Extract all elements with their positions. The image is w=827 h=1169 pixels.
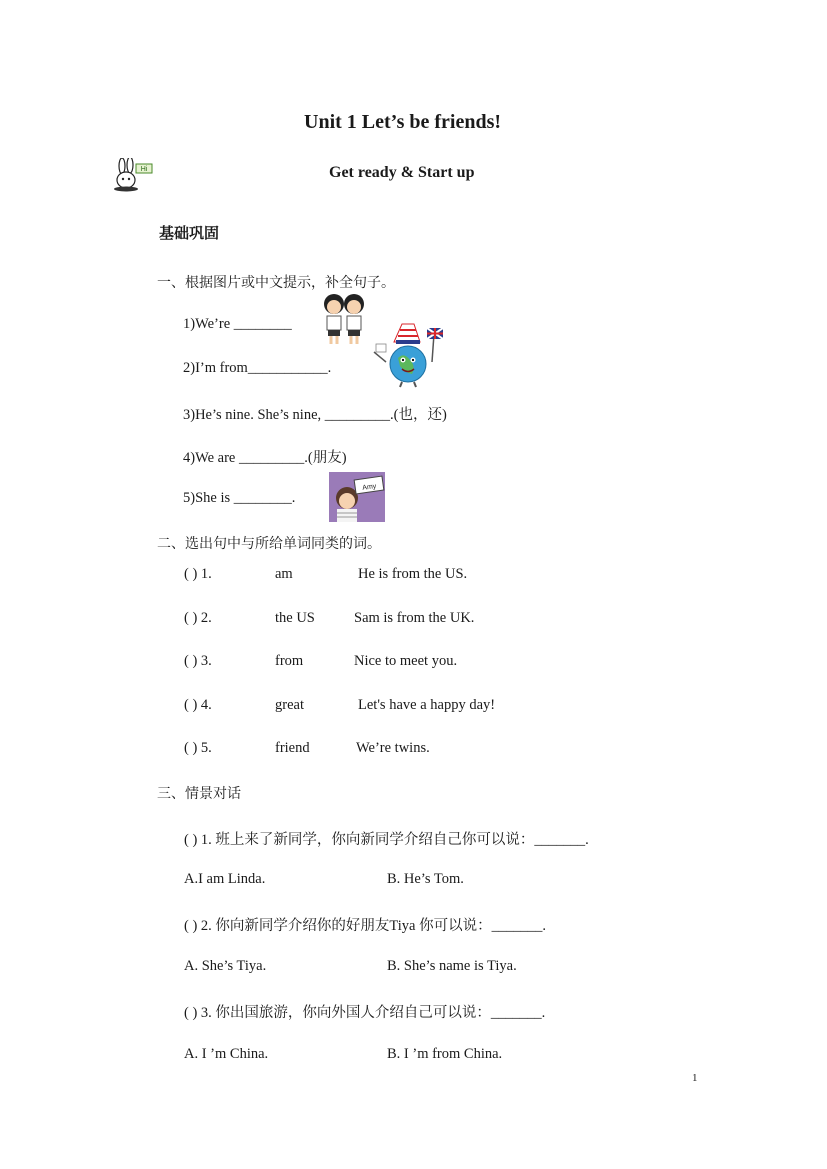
part1-item-5: 5)She is ________.	[183, 490, 296, 506]
part2-row-1-blank[interactable]: ( ) 1.	[184, 566, 212, 582]
part2-row-1-sentence: He is from the US.	[358, 566, 468, 582]
part3-question-1[interactable]: ( ) 1. 班上来了新同学，你向新同学介绍自己你可以说：_______.	[184, 832, 589, 848]
logo-sign-text: Hi	[140, 166, 148, 173]
page-title: Unit 1 Let’s be friends!	[304, 111, 502, 133]
part3-question-3[interactable]: ( ) 3. 你出国旅游，你向外国人介绍自己可以说：_______.	[184, 1005, 546, 1021]
part3-question-2[interactable]: ( ) 2. 你向新同学介绍你的好朋友Tiya 你可以说：_______.	[184, 918, 546, 934]
part1-item-4: 4)We are _________.(朋友)	[183, 450, 347, 466]
part2-row-5-word: friend	[275, 740, 310, 756]
part2-row-2-word: the US	[275, 610, 315, 626]
part3-heading: 三、情景对话	[157, 786, 241, 802]
part3-q2-option-a: A. She’s Tiya.	[184, 958, 267, 974]
sign-text: Amy	[361, 483, 377, 492]
section-label: 基础巩固	[159, 224, 220, 242]
part1-item-1: 1)We’re ________	[183, 316, 292, 332]
part2-row-1-word: am	[275, 566, 293, 582]
part2-row-2-blank[interactable]: ( ) 2.	[184, 610, 212, 626]
part2-heading: 二、选出句中与所给单词同类的词。	[157, 536, 381, 552]
globe-flags-illustration	[372, 322, 450, 388]
part1-heading: 一、根据图片或中文提示，补全句子。	[157, 275, 395, 291]
part3-q1-option-a: A.I am Linda.	[184, 871, 266, 887]
part2-row-4-blank[interactable]: ( ) 4.	[184, 697, 212, 713]
part2-row-2-sentence: Sam is from the UK.	[354, 610, 475, 626]
page-number: 1	[692, 1072, 698, 1084]
part2-row-4-word: great	[275, 697, 304, 713]
part3-q3-option-a: A. I ’m China.	[184, 1046, 269, 1062]
part3-q1-option-b: B. He’s Tom.	[387, 871, 464, 887]
part3-q3-option-b: B. I ’m from China.	[387, 1046, 503, 1062]
page-subtitle: Get ready & Start up	[329, 164, 475, 181]
part2-row-5-blank[interactable]: ( ) 5.	[184, 740, 212, 756]
girl-with-sign-illustration	[329, 472, 385, 522]
part2-row-5-sentence: We’re twins.	[356, 740, 430, 756]
part3-q2-option-b: B. She’s name is Tiya.	[387, 958, 517, 974]
part1-item-2: 2)I’m from___________.	[183, 360, 332, 376]
part2-row-4-sentence: Let's have a happy day!	[358, 697, 496, 713]
rabbit-logo-icon	[110, 158, 156, 192]
part2-row-3-blank[interactable]: ( ) 3.	[184, 653, 212, 669]
part1-item-3: 3)He’s nine. She’s nine, _________.(也，还)	[183, 407, 447, 423]
part2-row-3-sentence: Nice to meet you.	[354, 653, 458, 669]
twins-illustration	[318, 290, 370, 346]
part2-row-3-word: from	[275, 653, 304, 669]
